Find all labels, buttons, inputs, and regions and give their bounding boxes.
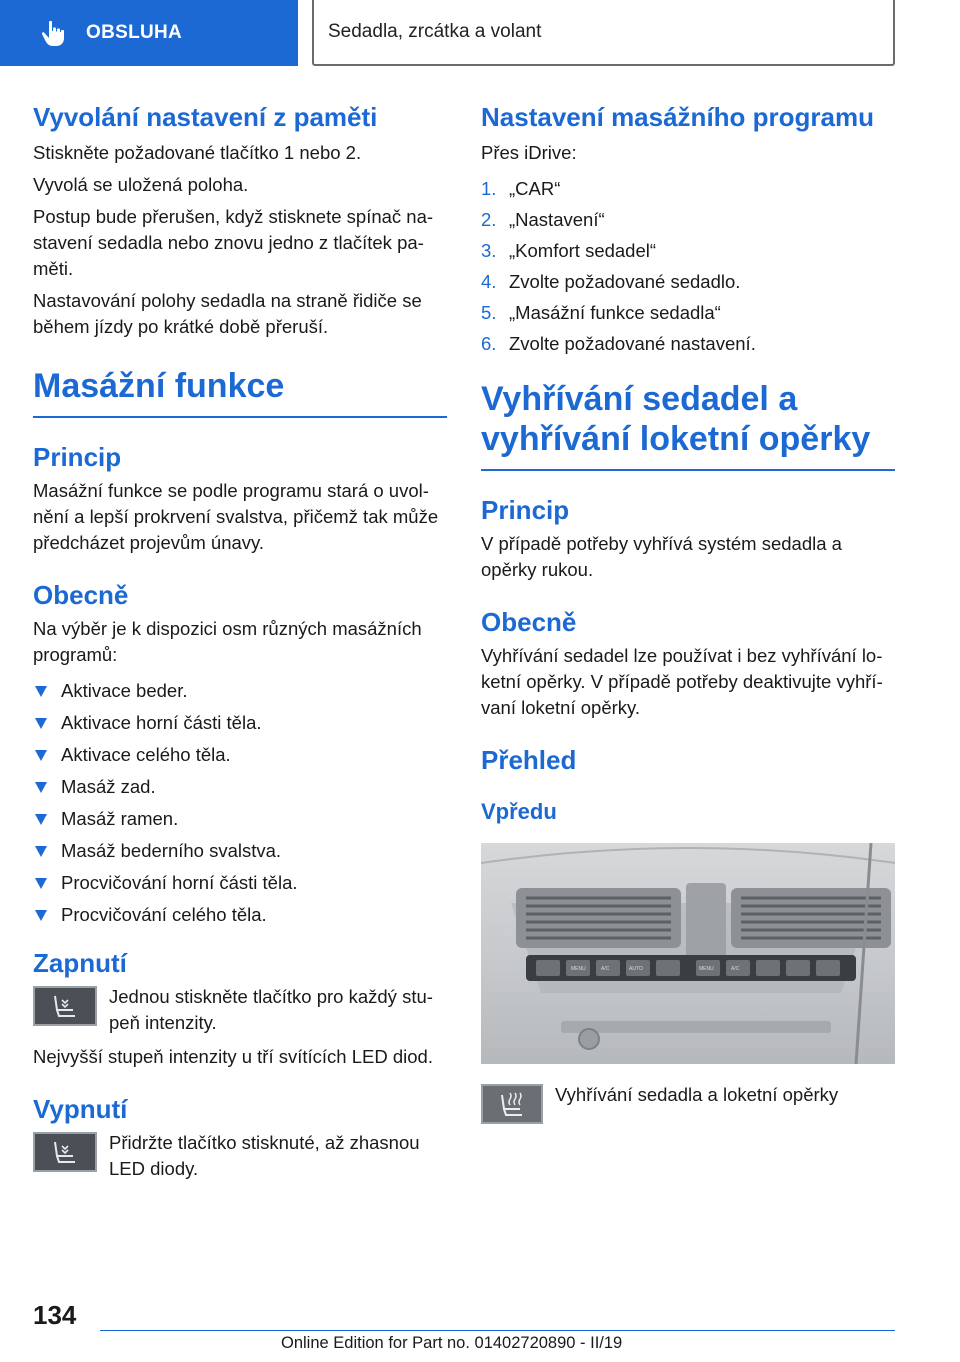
list-item: 2. „Nastavení“ (481, 209, 605, 230)
triangle-bullet-icon (35, 814, 47, 825)
switch-off-heading: Vypnutí (33, 1094, 128, 1124)
switch-on-heading: Zapnutí (33, 948, 127, 978)
panel-label: AUTO (629, 966, 643, 972)
caption-row (481, 1082, 895, 1124)
edition-text: Online Edition for Part no. 01402720890 - II/19 (281, 1334, 623, 1352)
chapter-title: Sedadla, zrcátka a volant (312, 0, 895, 66)
list-item: 5. „Masážní funkce sedadla“ (481, 302, 721, 323)
page-number: 134 (33, 1300, 77, 1330)
overview-heading: Přehled (481, 745, 577, 775)
list-item: Masáž ramen. (33, 806, 447, 832)
heating-principle-heading: Princip (481, 495, 570, 525)
triangle-bullet-icon (35, 750, 47, 761)
dashboard-illustration (481, 843, 895, 1064)
massage-seat-button-icon (33, 986, 97, 1026)
list-item: Masáž bederního svalstva. (33, 838, 447, 864)
seat-heating-button-icon (481, 1084, 543, 1124)
list-item: Aktivace horní části těla. (33, 710, 447, 736)
switch-off-text: Přidržte tlačítko stisknuté, až zhasnou LED diody. (109, 1132, 420, 1179)
memory-paragraph-3: Postup bude přerušen, když stisknete spínač na-stavení sedadla nebo znovu jedno z tlačítek pa-měti. (33, 206, 434, 279)
switch-off-instruction (33, 1130, 447, 1182)
list-item: 1. „CAR“ (481, 178, 561, 199)
via-idrive-text: Přes iDrive: (481, 142, 577, 163)
footer-divider (100, 1330, 895, 1331)
heating-general-text: Vyhřívání sedadel lze používat i bez vyhřívání lo-ketní opěrky. V případě potřeby deaktivujte vyhří-vaní loketní opěrky. (481, 645, 883, 718)
right-column (481, 100, 895, 1124)
triangle-bullet-icon (35, 878, 47, 889)
switch-on-instruction (33, 984, 447, 1036)
massage-program-list (33, 678, 447, 928)
switch-on-note: Nejvyšší stupeň intenzity u tří svítících LED diod. (33, 1046, 433, 1067)
triangle-bullet-icon (35, 718, 47, 729)
list-item: Procvičování celého těla. (33, 902, 447, 928)
triangle-bullet-icon (35, 782, 47, 793)
triangle-bullet-icon (35, 910, 47, 921)
dashboard-photo (481, 843, 895, 1064)
general-text: Na výběr je k dispozici osm různých masážních programů: (33, 618, 422, 665)
list-item: 4. Zvolte požadované sedadlo. (481, 271, 741, 292)
triangle-bullet-icon (35, 686, 47, 697)
list-item: Aktivace beder. (33, 678, 447, 704)
massage-section-title: Masážní funkce (33, 366, 447, 418)
massage-seat-button-icon (33, 1132, 97, 1172)
section-label: OBSLUHA (86, 22, 183, 43)
heating-general-heading: Obecně (481, 607, 577, 637)
principle-text: Masážní funkce se podle programu stará o uvol-nění a lepší prokrvení svalstva, přičemž tak může předcházet projevům únavy. (33, 480, 439, 553)
figure-caption: Vyhřívání sedadla a loketní opěrky (555, 1084, 839, 1105)
massage-program-heading: Nastavení masážního programu (481, 102, 874, 132)
front-subheading: Vpředu (481, 799, 557, 824)
panel-label: A/C (601, 966, 610, 972)
switch-on-text: Jednou stiskněte tlačítko pro každý stu-peň intenzity. (109, 986, 433, 1033)
list-item: Procvičování horní části těla. (33, 870, 447, 896)
panel-label: A/C (731, 966, 740, 972)
principle-heading: Princip (33, 442, 122, 472)
heating-section-title: Vyhřívání sedadel a vyhřívání loketní opěrky (481, 379, 895, 471)
memory-paragraph-2: Vyvolá se uložená poloha. (33, 174, 249, 195)
memory-paragraph-1: Stiskněte požadované tlačítko 1 nebo 2. (33, 142, 362, 163)
section-tab[interactable] (0, 0, 298, 66)
list-item: 6. Zvolte požadované nastavení. (481, 333, 756, 354)
idrive-steps-list (481, 176, 895, 357)
memory-heading: Vyvolání nastavení z paměti (33, 102, 378, 132)
heating-principle-text: V případě potřeby vyhřívá systém sedadla a opěrky rukou. (481, 533, 842, 580)
general-heading: Obecně (33, 580, 129, 610)
left-column (33, 100, 447, 1182)
list-item: 3. „Komfort sedadel“ (481, 240, 657, 261)
hand-pointer-icon (38, 18, 68, 48)
list-item: Masáž zad. (33, 774, 447, 800)
panel-label: MENU (699, 966, 714, 972)
list-item: Aktivace celého těla. (33, 742, 447, 768)
page-header (0, 0, 960, 66)
panel-label: MENU (571, 966, 586, 972)
triangle-bullet-icon (35, 846, 47, 857)
memory-paragraph-4: Nastavování polohy sedadla na straně řidiče se během jízdy po krátké době přeruší. (33, 290, 422, 337)
